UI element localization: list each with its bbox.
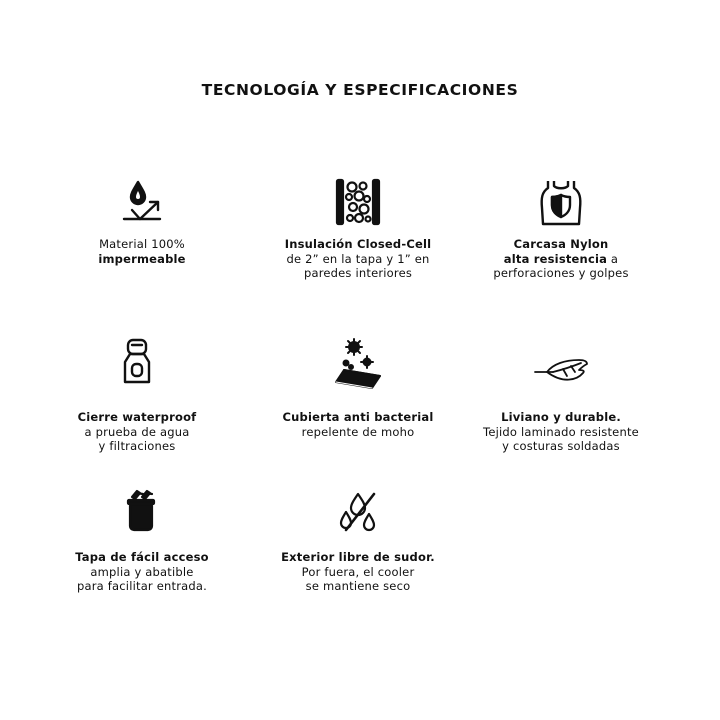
- feature-impermeable-line1: Material 100%: [99, 237, 185, 251]
- feature-lid-line2: amplia y abatible: [90, 564, 194, 579]
- feature-light-line2: Tejido laminado resistente: [483, 424, 639, 439]
- feature-antibacterial-text: [258, 410, 458, 439]
- nylon-shell-shield-icon: [537, 178, 585, 226]
- feature-sweat-line1: Exterior libre de sudor.: [281, 550, 435, 564]
- feature-nylon-line3: perforaciones y golpes: [493, 266, 629, 280]
- feature-zipper-line3: y filtraciones: [98, 439, 176, 453]
- feature-nylon-text: [461, 237, 661, 281]
- feature-impermeable-line2: impermeable: [98, 251, 186, 266]
- bacteria-surface-icon: [330, 338, 386, 390]
- feature-lid-line1: Tapa de fácil acceso: [75, 550, 209, 564]
- page-title: TECNOLOGÍA Y ESPECIFICACIONES: [201, 81, 519, 99]
- feature-lid-text: [42, 550, 242, 594]
- feature-sweat-line3: se mantiene seco: [305, 579, 411, 593]
- zipper-icon: [119, 338, 155, 386]
- feature-insulation-line2: de 2” en la tapa y 1” en: [286, 251, 430, 266]
- feature-insulation-line1: Insulación Closed-Cell: [284, 237, 432, 251]
- no-sweat-drops-icon: [336, 490, 380, 534]
- feather-icon: [533, 358, 589, 386]
- water-drop-arrow-icon: [118, 178, 166, 226]
- feature-antibacterial-line2: repelente de moho: [301, 424, 415, 439]
- feature-light-text: [461, 410, 661, 454]
- feature-light-line3: y costuras soldadas: [502, 439, 620, 453]
- feature-zipper-text: [37, 410, 237, 454]
- feature-sweat-line2: Por fuera, el cooler: [301, 564, 415, 579]
- feature-sweat-text: [258, 550, 458, 594]
- feature-zipper-line1: Cierre waterproof: [77, 410, 197, 424]
- feature-zipper-line2: a prueba de agua: [84, 424, 190, 439]
- feature-lid-line3: para facilitar entrada.: [77, 579, 207, 593]
- feature-antibacterial-line1: Cubierta anti bacterial: [282, 410, 434, 424]
- closed-cell-foam-icon: [334, 178, 382, 226]
- feature-impermeable-text: [42, 237, 242, 266]
- feature-nylon-line2-bold: alta resistencia: [503, 251, 608, 266]
- feature-insulation-text: [258, 237, 458, 281]
- feature-nylon-line1: Carcasa Nylon: [513, 237, 609, 251]
- open-lid-container-icon: [126, 488, 158, 532]
- feature-insulation-line3: paredes interiores: [303, 266, 413, 280]
- feature-light-line1: Liviano y durable.: [501, 410, 621, 424]
- feature-nylon-line2-rest: a: [607, 251, 619, 266]
